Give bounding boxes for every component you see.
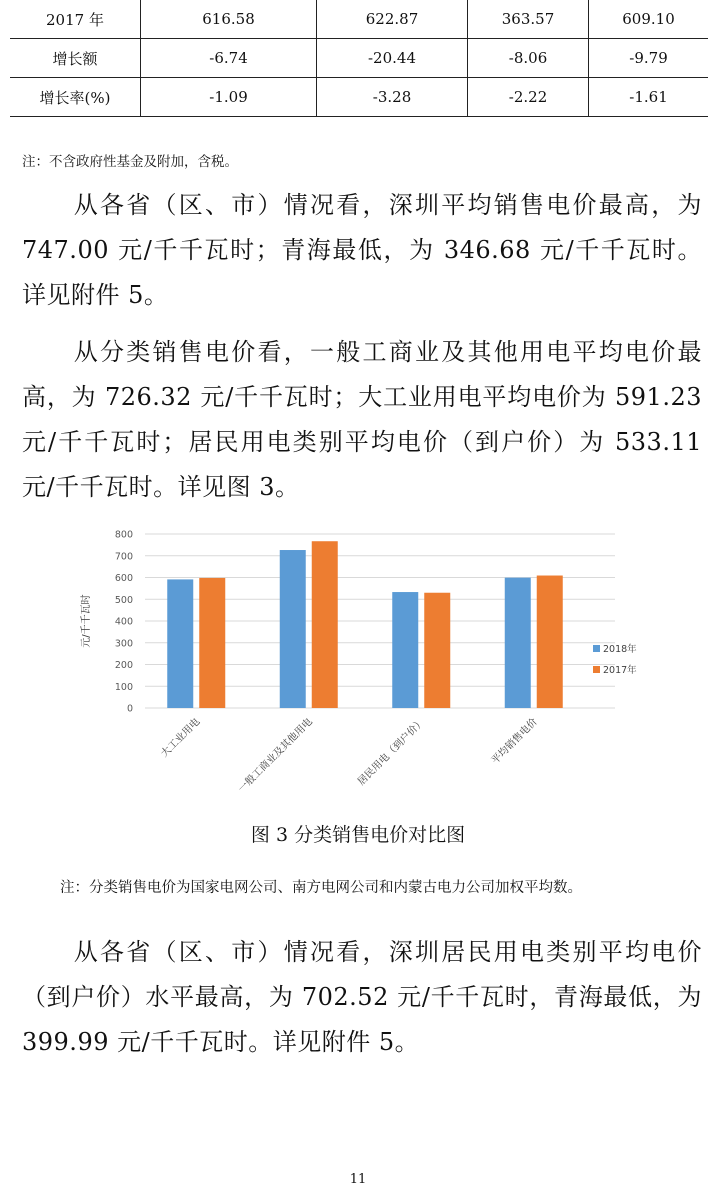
bar-series-1 [280,550,306,708]
row-label: 增长额 [10,39,141,78]
legend-swatch [593,645,600,652]
bar-series-1 [392,592,418,708]
legend-label: 2018年 [603,644,637,655]
table-cell: -3.28 [317,78,468,117]
bar-series-2 [424,593,450,708]
table-cell: -9.79 [589,39,709,78]
bar-series-2 [312,541,338,708]
page-number: 11 [349,1172,367,1187]
y-tick-label: 200 [114,660,133,671]
chart-note: 注：分类销售电价为国家电网公司、南方电网公司和内蒙古电力公司加权平均数。 [60,880,582,896]
table-row [10,0,708,39]
y-tick-label: 300 [114,638,133,650]
legend-swatch [593,666,600,673]
bar-series-2 [199,578,225,708]
table-cell: 609.10 [589,0,709,39]
table-row [10,78,708,117]
paragraph-provinces: 从各省（区、市）情况看，深圳平均销售电价最高，为 747.00 元/千千瓦时；青海最低，为 346.68 元/千千瓦时。详见附件 5。 [22,191,702,309]
table-cell: -1.61 [589,78,709,117]
row-label: 增长率(%) [10,78,141,117]
x-tick-label: 大工业用电 [159,716,203,760]
table-cell: -2.22 [468,78,589,117]
table-cell: 616.58 [141,0,317,39]
table-cell: 622.87 [317,0,468,39]
y-tick-label: 0 [126,703,133,715]
x-tick-label: 平均销售电价 [489,716,540,767]
bar-series-1 [505,578,531,708]
table-cell: 363.57 [468,0,589,39]
y-tick-label: 700 [114,551,133,563]
legend-label: 2017年 [603,665,637,676]
paragraph-categories: 从分类销售电价看，一般工商业及其他用电平均电价最高，为 726.32 元/千千瓦时；大工业用电平均电价为 591.23 元/千千瓦时；居民用电类别平均电价（到户价）为 533.11 元/千千瓦时。详见图 3。 [22,338,702,501]
y-tick-label: 800 [114,529,133,541]
bar-series-2 [537,576,563,708]
table-cell: -8.06 [468,39,589,78]
price-chart [75,520,645,840]
y-tick-label: 100 [114,681,133,693]
row-label: 2017 年 [10,0,141,39]
bar-series-1 [167,579,193,708]
price-table [10,0,708,117]
x-tick-label: 一般工商业及其他用电 [236,716,315,795]
x-tick-label: 居民用电（到户价） [355,716,428,788]
y-tick-label: 500 [114,594,133,606]
table-cell: -1.09 [141,78,317,117]
y-axis-label: 元/千千瓦时 [81,594,92,648]
table-row [10,39,708,78]
table-note: 注：不含政府性基金及附加，含税。 [22,154,238,170]
table-cell: -20.44 [317,39,468,78]
chart-canvas [75,520,645,840]
table-cell: -6.74 [141,39,317,78]
y-tick-label: 400 [114,616,133,628]
paragraph-residential: 从各省（区、市）情况看，深圳居民用电类别平均电价（到户价）水平最高，为 702.52 元/千千瓦时，青海最低，为 399.99 元/千千瓦时。详见附件 5。 [22,938,702,1056]
y-tick-label: 600 [114,573,133,584]
figure-caption: 图 3 分类销售电价对比图 [250,824,466,846]
